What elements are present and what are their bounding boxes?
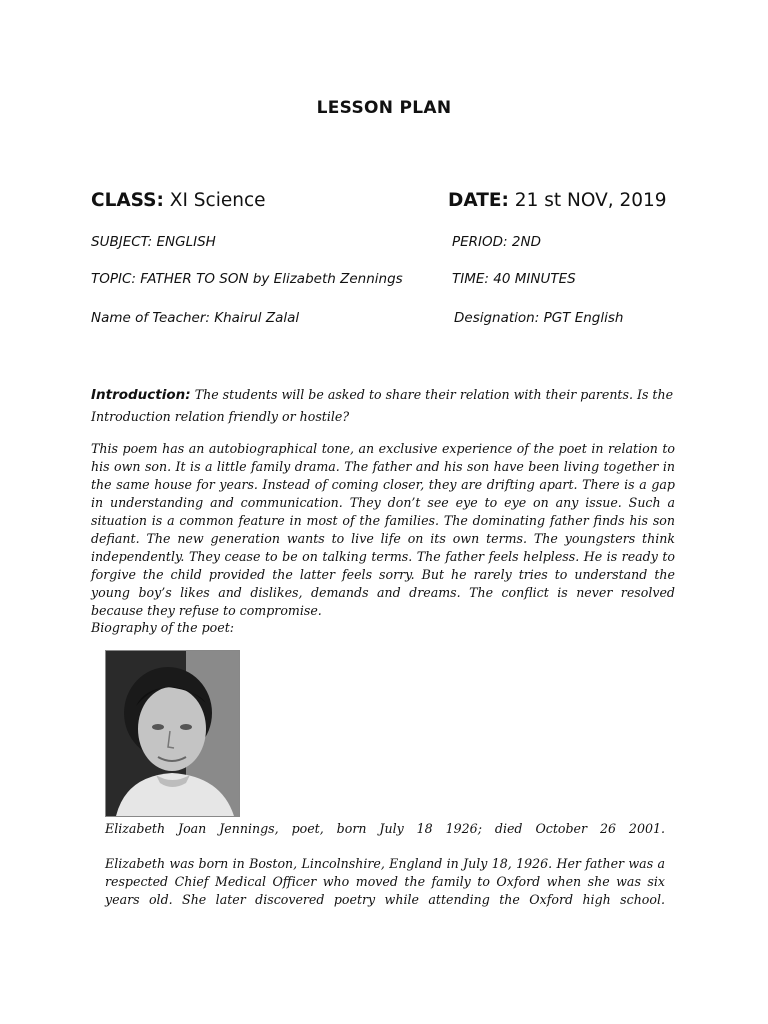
- portrait-photo-icon: [105, 650, 240, 817]
- subject-text: SUBJECT: ENGLISH: [91, 234, 216, 250]
- topic-text: TOPIC: FATHER TO SON by Elizabeth Zennings: [91, 271, 403, 287]
- bio-dates-line: Elizabeth Joan Jennings, poet, born July 18 1926; died October 26 2001.: [105, 821, 665, 836]
- date-value: 21 st NOV, 2019: [514, 190, 667, 211]
- page-title: LESSON PLAN: [316, 98, 452, 118]
- introduction-text: The students will be asked to share their relation with their parents. Is the Introduction relation friendly or hostile?: [91, 387, 674, 424]
- period-text: PERIOD: 2ND: [452, 234, 541, 250]
- biography-paragraph: Elizabeth was born in Boston, Lincolnshire, England in July 18, 1926. Her father was a respected Chief Medical Officer who moved the family to Oxford when she was six years old. She later discovered poetry while attending the Oxford high school.: [105, 856, 665, 907]
- poem-summary-paragraph: This poem has an autobiographical tone, an exclusive experience of the poet in relation to his own son. It is a little family drama. The father and his son have been living together in the same house for years. Instead of coming closer, they are drifting apart. There is a gap in understanding and communication. They don’t see eye to eye on any issue. Such a situation is a common feature in most of the families. The dominating father finds his son defiant. The new generation wants to live life on its own terms. The youngsters think independently. They cease to be on talking terms. The father feels helpless. He is ready to forgive the child provided the latter feels sorry. But he rarely tries to understand the young boy’s likes and dislikes, demands and dreams. The conflict is never resolved because they refuse to compromise.: [91, 441, 675, 618]
- teacher-text: Name of Teacher: Khairul Zalal: [91, 310, 300, 326]
- biography-label: Biography of the poet:: [91, 620, 235, 635]
- class-label: CLASS:: [91, 190, 164, 211]
- time-text: TIME: 40 MINUTES: [452, 271, 576, 287]
- introduction-label: Introduction:: [91, 387, 191, 403]
- designation-text: Designation: PGT English: [454, 310, 624, 326]
- date-field: [448, 190, 667, 211]
- class-value: XI Science: [169, 190, 266, 211]
- class-field: [91, 190, 266, 211]
- introduction: [91, 384, 681, 427]
- date-label: DATE:: [448, 190, 509, 211]
